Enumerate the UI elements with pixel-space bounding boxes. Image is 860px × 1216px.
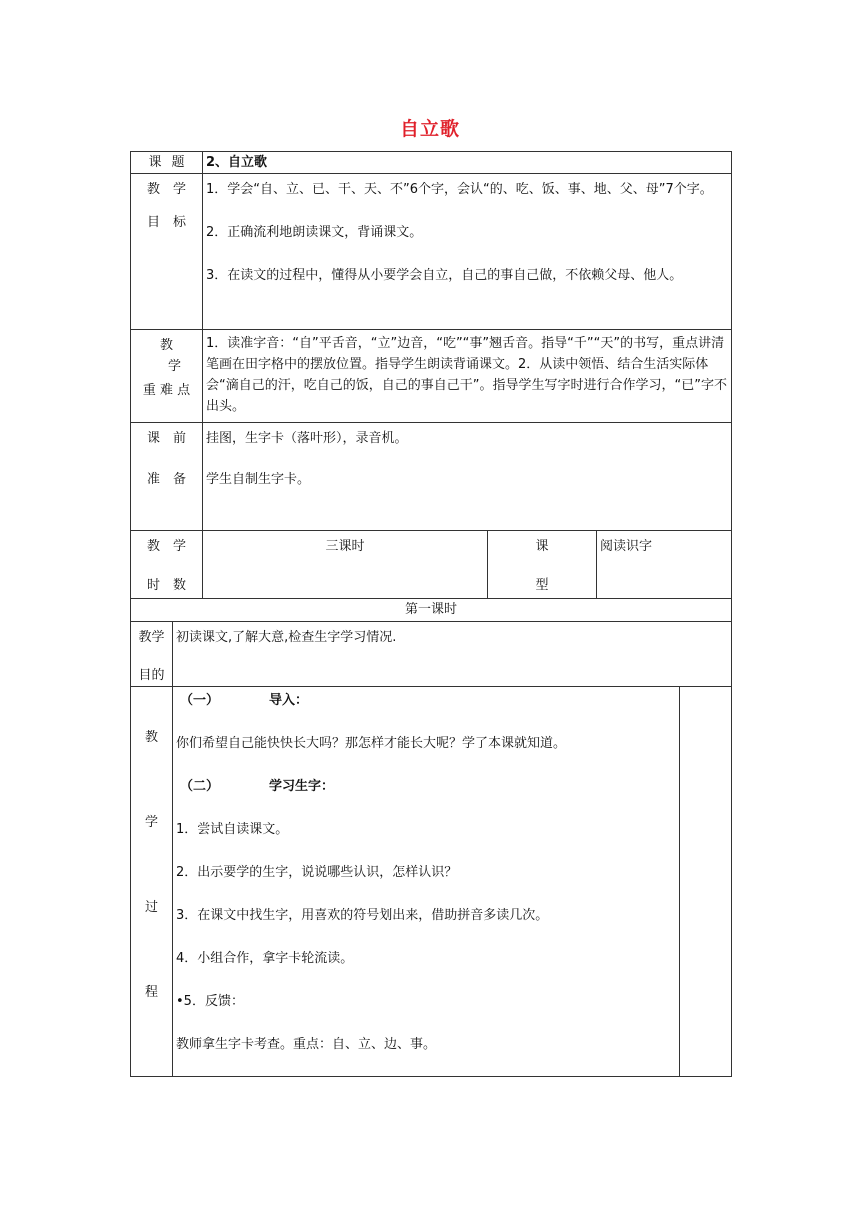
- step-item: 4．小组合作，拿字卡轮流读。: [176, 951, 354, 966]
- intro-text: 你们希望自己能快快长大吗？那怎样才能长大呢？学了本课就知道。: [176, 736, 567, 751]
- goal-item: 2．正确流利地朗读课文，背诵课文。: [206, 225, 423, 240]
- row-key-points: [131, 330, 732, 423]
- key-points-content: 1．读准字音：“自”平舌音，“立”边音，“吃”“事”翘舌音。指导“千”“天”的书写，重点讲清笔画在田字格中的摆放位置。指导学生朗读背诵课文。2．从读中领悟、结合生活实际体会“滴自己的汗，吃自己的饭，自己的事自己干”。指导学生写字时进行合作学习，“已”字不出头。: [203, 330, 732, 423]
- step-item: 1．尝试自读课文。: [176, 822, 289, 837]
- goals-label: 教 学 目 标: [131, 174, 203, 330]
- row-lesson-heading: [131, 599, 732, 622]
- goals-content: [203, 174, 732, 330]
- goal-item: 1．学会“自、立、已、干、天、不”6个字，会认“的、吃、饭、事、地、父、母”7个字。: [206, 182, 713, 197]
- row-prep: [131, 423, 732, 531]
- type-value: 阅读识字: [597, 531, 732, 599]
- process-label: 教 学 过 程: [131, 687, 173, 1077]
- purpose-content: 初读课文,了解大意,检查生字学习情况.: [173, 622, 732, 687]
- hours-label: 教 学 时 数: [131, 531, 203, 599]
- page-title: 自立歌: [399, 118, 460, 140]
- lesson-plan-table: [130, 151, 732, 1077]
- process-content: [173, 687, 680, 1077]
- row-topic: [131, 152, 732, 174]
- row-process: [131, 687, 732, 1077]
- type-label: 课 型: [488, 531, 597, 599]
- step-item: •5．反馈：: [176, 994, 244, 1009]
- prep-label: 课 前 准 备: [131, 423, 203, 531]
- section-heading-chars: （二） 学习生字：: [180, 779, 335, 794]
- row-purpose: [131, 622, 732, 687]
- prep-content: 挂图，生字卡（落叶形），录音机。 学生自制生字卡。: [203, 423, 732, 531]
- section-heading-intro: （一） 导入：: [180, 693, 309, 708]
- key-points-label: 教 学 重 难 点: [131, 330, 203, 423]
- process-notes-column: [680, 687, 732, 1077]
- step-item: 2．出示要学的生字，说说哪些认识，怎样认识？: [176, 865, 458, 880]
- topic-value: 2、自立歌: [203, 152, 732, 174]
- lesson-heading: 第一课时: [131, 599, 732, 622]
- row-goals: [131, 174, 732, 330]
- goal-item: 3．在读文的过程中，懂得从小要学会自立，自己的事自己做，不依赖父母、他人。: [206, 268, 683, 283]
- step-item: 教师拿生字卡考查。重点：自、立、边、事。: [176, 1037, 437, 1052]
- topic-label: 课 题: [131, 152, 203, 174]
- purpose-label: 教学 目的: [131, 622, 173, 687]
- row-hours: [131, 531, 732, 599]
- step-item: 3．在课文中找生字，用喜欢的符号划出来，借助拼音多读几次。: [176, 908, 549, 923]
- hours-value: 三课时: [203, 531, 488, 599]
